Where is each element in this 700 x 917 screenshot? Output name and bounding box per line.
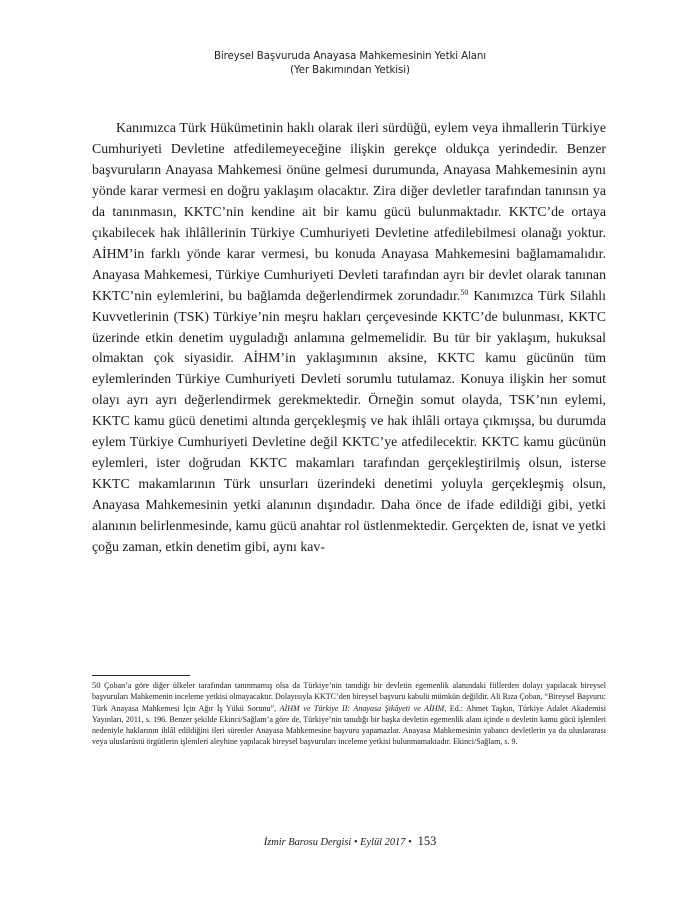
journal-name: İzmir Barosu Dergisi • Eylül 2017 •: [263, 837, 412, 848]
body-paragraph: [92, 118, 606, 558]
body-text-part-1: Kanımızca Türk Hükümetinin haklı olarak ileri sürdüğü, eylem veya ihmallerin Türkiye Cumhuriyeti Devletine atfedilemeyeceğine ilişkin gerekçe oldukça yerindedir. Benzer başvuruların Anayasa Mahkemesi önüne gelmesi durumunda, Anayasa Mahkemesinin aynı yönde karar vermesi en doğru yaklaşım olacaktır. Zira diğer devletler tarafından tanınsın ya da tanınmasın, KKTC’nin kendine ait bir kamu gücü bulunmaktadır. KKTC’de ortaya çıkabilecek hak ihlâllerinin Türkiye Cumhuriyeti Devletine atfedilebilmesi olanağı yoktur. AİHM’in farklı yönde karar vermesi, bu konuda Anayasa Mahkemesini bağlamamalıdır. Anayasa Mahkemesi, Türkiye Cumhuriyeti Devleti tarafından ayrı bir devlet olarak tanınan KKTC’nin eylemlerini, bu bağlamda değerlendirmek zorundadır.: [92, 120, 606, 303]
footnote-paragraph: [92, 680, 606, 748]
footnote-text-2: , Ed.: Ahmet Taşkın, Türkiye Adalet Akademisi Yayınları, 2011, s. 196. Benzer şekilde Ekinci/Sağlam’a göre de, Türkiye’nin tanıdığı bir başka devletin egemenlik alanı içinde o devletin kamu gücü işlemleri nedeniyle haklarının ihlâl edildiğini ileri sürenler Anayasa Mahkemesine başvuru yapamazlar. Anayasa Mahkemesinin yabancı devletlerin ya da uluslararası veya uluslarüstü örgütlerin işlemleri aleyhine yapılacak bireysel başvuruları inceleme yetkisi bulunmamaktadır. Ekinci/Sağlam, s. 9.: [92, 703, 606, 747]
footnote: [92, 680, 606, 748]
footnote-italic-title: AİHM ve Türkiye II: Anayasa Şikâyeti ve AİHM: [279, 703, 445, 713]
page-footer: [230, 834, 470, 849]
footnote-reference[interactable]: 50: [460, 287, 469, 297]
footnote-text-1: Çoban’a göre diğer ülkeler tarafından tanınmamış olsa da Türkiye’nin tanıdığı bir devletin egemenlik alanındaki fiillerden dolayı yapılacak bireysel başvuruları Mahkemenin inceleme yetkisi olmayacaktır. Dolayısıyla KKTC’den bireysel başvuru kabulü mümkün değildir. Ali Rıza Çoban, “Bireysel Başvuru: Türk Anayasa Mahkemesi İçin Ağır İş Yükü Sorunu”,: [92, 681, 606, 713]
body-text-part-2: Kanımızca Türk Silahlı Kuvvetlerinin (TSK) Türkiye’nin meşru hakları çerçevesinde KKTC’de bulunması, KKTC üzerinde etkin denetim uyguladığı anlamına gelmemelidir. Bu tür bir yaklaşım, hukuksal olmaktan çok siyasidir. AİHM’in yaklaşımının aksine, KKTC kamu gücünün tüm eylemlerinden Türkiye Cumhuriyeti Devleti sorumlu tutulamaz. Konuya ilişkin her somut olayı ayrı ayrı değerlendirmek gerekmektedir. Örneğin somut olayda, TSK’nın eylemi, KKTC kamu gücü denetimi altında gerçekleşmiş ve hak ihlâli ortaya çıkmışsa, bu durumda eylem Türkiye Cumhuriyeti Devletine değil KKTC’ye atfedilecektir. KKTC kamu gücünün eylemleri, ister doğrudan KKTC makamları tarafından gerçekleştirilmiş olsun, isterse KKTC makamlarının Türk unsurları üzerindeki denetimi yoluyla gerçekleşmiş olsun, Anayasa Mahkemesinin yetki alanının dışındadır. Daha önce de ifade edildiği gibi, yetki alanının belirlenmesinde, kamu gücü anahtar rol üstlenmektedir. Gerçekten de, isnat ve yetki çoğu zaman, etkin denetim gibi, aynı kav-: [92, 287, 606, 555]
page-number: 153: [417, 834, 437, 848]
footnote-separator: [92, 675, 190, 676]
header-title: Bireysel Başvuruda Anayasa Mahkemesinin Yetki Alanı: [213, 51, 486, 62]
running-header: [0, 50, 700, 78]
footnote-number: 50: [92, 680, 101, 690]
header-subtitle: (Yer Bakımından Yetkisi): [290, 65, 410, 76]
main-text: [92, 118, 606, 558]
